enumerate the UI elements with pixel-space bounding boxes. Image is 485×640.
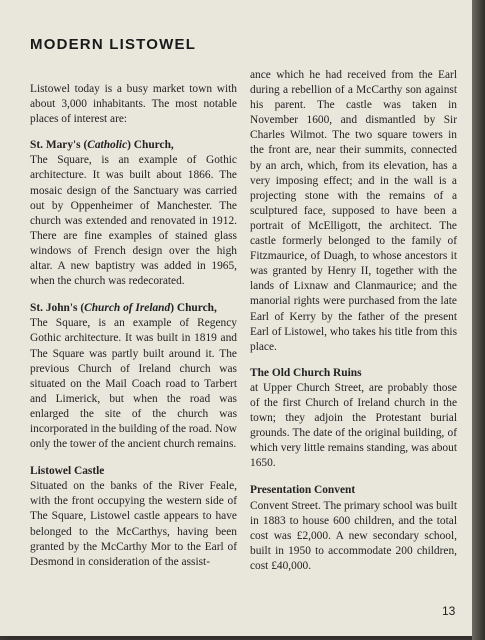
intro-paragraph: Listowel today is a busy market town with about 3,000 inhabitants. The most notable places of interest are: (30, 83, 237, 126)
section-body-castle: Situated on the banks of the River Feale, with the front occupying the western side of The Square, Listowel castle appears to have belonged to the McCarthys, having been granted by the McCarthy Mor to the Earl of Desmond in consideration of the assist- (30, 480, 237, 568)
section-body-st-johns: The Square, is an example of Regency Gothic architecture. It was built in 1819 and The Square was partly built around it. The previous Church of Ireland church was situated on the Mail Coach road to Tarbert and Limerick, but when the road was enlarged the site of the church was incorporated in the building of the road. Now only the tower of the ancient church remains. (30, 317, 237, 451)
left-column (30, 82, 237, 582)
page-edge-shadow (472, 0, 485, 640)
section-convent (250, 483, 457, 574)
section-body-convent: Convent Street. The primary school was built in 1883 to house 600 children, and the total cost was £2,000. A new secondary school, built in 1950 to accommodate 200 children, cost £40,000. (250, 499, 458, 572)
page-heading: MODERN LISTOWEL (30, 36, 197, 53)
section-title-convent: Presentation Convent (250, 484, 356, 497)
section-st-johns (30, 301, 237, 452)
section-title-castle: Listowel Castle (30, 465, 105, 478)
section-title-st-johns: St. John's (Church of Ireland) Church, (30, 302, 217, 315)
section-title-old-church: The Old Church Ruins (250, 366, 362, 379)
section-body-st-marys: The Square, is an example of Gothic architecture. It was built about 1866. The mosaic design of the Sanctuary was carried out by Oppenheimer of Manchester. The church was extended and renovated in 1912. There are fine examples of stained glass windows of French design over the high altar. A new baptistry was added in 1965, when the church was redecorated. (30, 154, 237, 288)
page-number: 13 (442, 604, 456, 618)
section-body-old-church: at Upper Church Street, are probably those of the first Church of Ireland church in the town; they adjoin the Protestant burial grounds. The date of the original building, of which very little remains standing, was about 1650. (250, 381, 457, 470)
right-column (250, 68, 457, 586)
section-old-church (250, 366, 457, 472)
section-castle (30, 464, 237, 570)
section-title-st-marys: St. Mary's (Catholic) Church, (30, 139, 174, 152)
castle-continued-paragraph: ance which he had received from the Earl during a rebellion of a McCarthy son against his parent. The castle was taken in November 1600, and dismantled by Sir Charles Wilmot. The two square towers in the front are, near their summits, connected by an arch, which, from its elevation, has a very imposing effect; and in the wall is a projecting stone with the remains of a sculptured face, supposed to have been a portrait of McElligott, the architect. The castle formerly belonged to the family of Fitzmaurice, of Duagh, to whose ancestors it was granted by Henry II, together with the lands of Lixnaw and Clanmaurice; and the manorial rights were purchased from the late Earl of Kerry by the father of the present Earl of Listowel, who takes his title from this place. (250, 69, 457, 353)
section-st-marys (30, 138, 237, 289)
